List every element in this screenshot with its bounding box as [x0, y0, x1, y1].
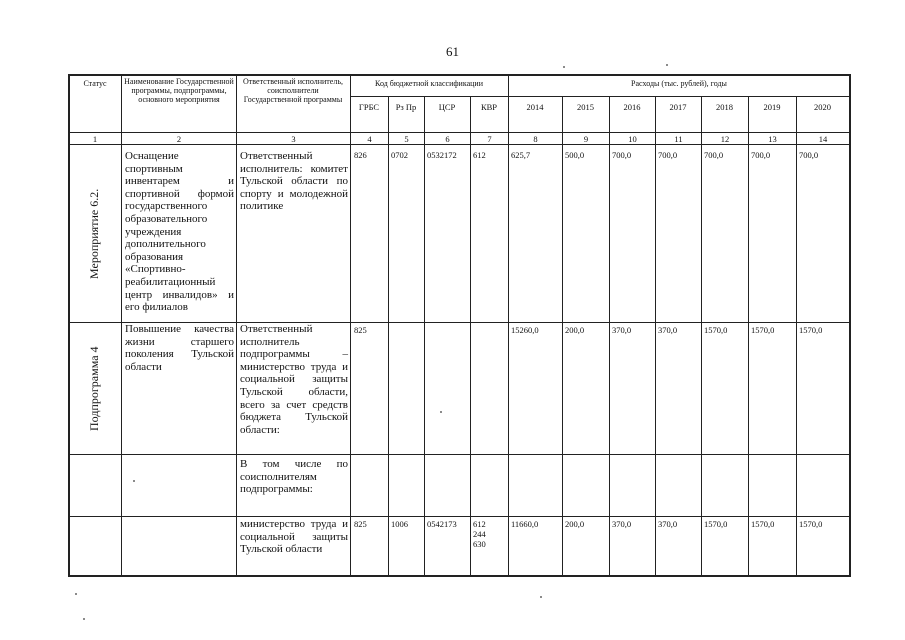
scan-speck — [83, 618, 85, 620]
table-left-border — [68, 74, 70, 577]
column-number: 10 — [628, 134, 637, 144]
column-number: 13 — [768, 134, 777, 144]
column-number: 5 — [404, 134, 409, 144]
column-number: 9 — [583, 134, 589, 144]
row-value-cell: 1570,0 — [799, 325, 823, 335]
row-status-label: Подпрограмма 4 — [87, 346, 101, 432]
column-number: 6 — [445, 134, 450, 144]
header-code-kvr: КВР — [480, 102, 498, 112]
column-number: 14 — [818, 134, 828, 144]
column-number: 2 — [176, 134, 182, 144]
row-2-bottom-line — [68, 454, 851, 455]
row-value-cell: 500,0 — [565, 150, 585, 160]
table-bottom-border — [68, 575, 851, 577]
row-value-cell: 1570,0 — [799, 519, 823, 529]
row-value-cell: 1570,0 — [751, 519, 775, 529]
row-responsible-cell: министерство труда и социальной защиты Тульской области — [240, 518, 348, 556]
row-value-cell: 700,0 — [612, 150, 632, 160]
row-3-bottom-line — [68, 516, 851, 517]
row-value-cell: 370,0 — [612, 325, 632, 335]
column-number: 1 — [92, 134, 98, 144]
row-name-cell: Оснащение спортивным инвентарем и спортивной формой государственного образовательного учреждения дополнительного образования «Спортивно-реабилитационный центр инвалидов» и его филиалов — [125, 150, 234, 314]
header-responsible: Ответственный исполнитель, соисполнители Государственной программы — [243, 77, 343, 104]
column-number: 11 — [674, 134, 683, 144]
table-top-border — [68, 74, 851, 76]
header-year: 2020 — [814, 102, 831, 112]
row-value-cell: 11660,0 — [511, 519, 539, 529]
row-kvr-cell: 244 — [473, 529, 486, 539]
header-year: 2017 — [669, 102, 687, 112]
row-responsible-cell: В том числе по соисполнителям подпрограммы: — [240, 458, 348, 496]
header-year: 2019 — [763, 102, 781, 112]
row-value-cell: 1570,0 — [704, 519, 728, 529]
row-status-label: Мероприятие 6.2. — [87, 188, 101, 280]
row-value-cell: 200,0 — [565, 325, 585, 335]
scan-speck — [75, 593, 77, 595]
row-value-cell: 370,0 — [612, 519, 632, 529]
header-code-csr: ЦСР — [438, 102, 456, 112]
column-number: 8 — [533, 134, 538, 144]
row-value-cell: 1570,0 — [751, 325, 775, 335]
scan-speck — [540, 596, 542, 598]
col-divider — [470, 96, 471, 577]
row-value-cell: 700,0 — [751, 150, 771, 160]
col-divider — [350, 74, 351, 577]
scan-speck — [133, 480, 135, 482]
col-numbers-bottom-line — [68, 144, 851, 145]
scan-speck — [440, 411, 442, 413]
row-value-cell: 200,0 — [565, 519, 585, 529]
row-kvr-cell: 630 — [473, 539, 486, 549]
row-rzpr-cell: 1006 — [391, 519, 408, 529]
header-status: Статус — [83, 79, 107, 88]
page-number: 61 — [446, 44, 459, 59]
table-right-border — [849, 74, 851, 577]
column-number: 7 — [487, 134, 492, 144]
header-name: Наименование Государственной программы, подпрограммы, основного мероприятия — [124, 77, 234, 104]
row-kvr-cell: 612 — [473, 150, 486, 160]
col-divider — [609, 96, 610, 577]
codes-header-divider — [350, 96, 851, 97]
col-divider — [388, 96, 389, 577]
row-kvr-cell: 612 — [473, 519, 486, 529]
header-code-grbs: ГРБС — [358, 102, 380, 112]
column-number: 3 — [291, 134, 296, 144]
col-divider — [121, 74, 122, 577]
row-value-cell: 15260,0 — [511, 325, 539, 335]
header-bottom-line — [68, 132, 851, 133]
row-name-cell: Повышение качества жизни старшего поколения Тульской области — [125, 323, 234, 373]
row-csr-cell: 0532172 — [427, 150, 457, 160]
header-expenses: Расходы (тыс. рублей), годы — [631, 79, 727, 88]
header-year: 2015 — [577, 102, 594, 112]
scan-speck — [666, 64, 668, 66]
col-divider — [748, 96, 749, 577]
row-responsible-cell: Ответственный исполнитель подпрограммы – министерство труда и социальной защиты Тульской области, всего за счет средств бюджета Тульской области: — [240, 323, 348, 436]
row-grbs-cell: 826 — [354, 150, 367, 160]
row-value-cell: 370,0 — [658, 519, 678, 529]
column-number: 12 — [720, 134, 730, 144]
col-divider — [701, 96, 702, 577]
col-divider — [655, 96, 656, 577]
row-responsible-cell: Ответственный исполнитель: комитет Тульской области по спорту и молодежной политике — [240, 150, 348, 213]
row-grbs-cell: 825 — [354, 325, 367, 335]
budget-table — [68, 74, 851, 577]
row-csr-cell: 0542173 — [427, 519, 457, 529]
row-value-cell: 1570,0 — [704, 325, 728, 335]
header-year: 2014 — [526, 102, 544, 112]
row-value-cell: 370,0 — [658, 325, 678, 335]
col-divider — [508, 74, 509, 577]
header-year: 2016 — [623, 102, 641, 112]
row-value-cell: 625,7 — [511, 150, 531, 160]
column-number: 4 — [367, 134, 372, 144]
col-divider — [796, 96, 797, 577]
col-divider — [424, 96, 425, 577]
col-divider — [562, 96, 563, 577]
row-rzpr-cell: 0702 — [391, 150, 408, 160]
row-grbs-cell: 825 — [354, 519, 367, 529]
col-divider — [236, 74, 237, 577]
header-code-rzpr: Рз Пр — [395, 102, 417, 112]
header-year: 2018 — [716, 102, 733, 112]
scan-speck — [563, 66, 565, 68]
header-budget-code: Код бюджетной классификации — [375, 79, 483, 88]
row-value-cell: 700,0 — [799, 150, 819, 160]
row-value-cell: 700,0 — [658, 150, 678, 160]
row-value-cell: 700,0 — [704, 150, 724, 160]
